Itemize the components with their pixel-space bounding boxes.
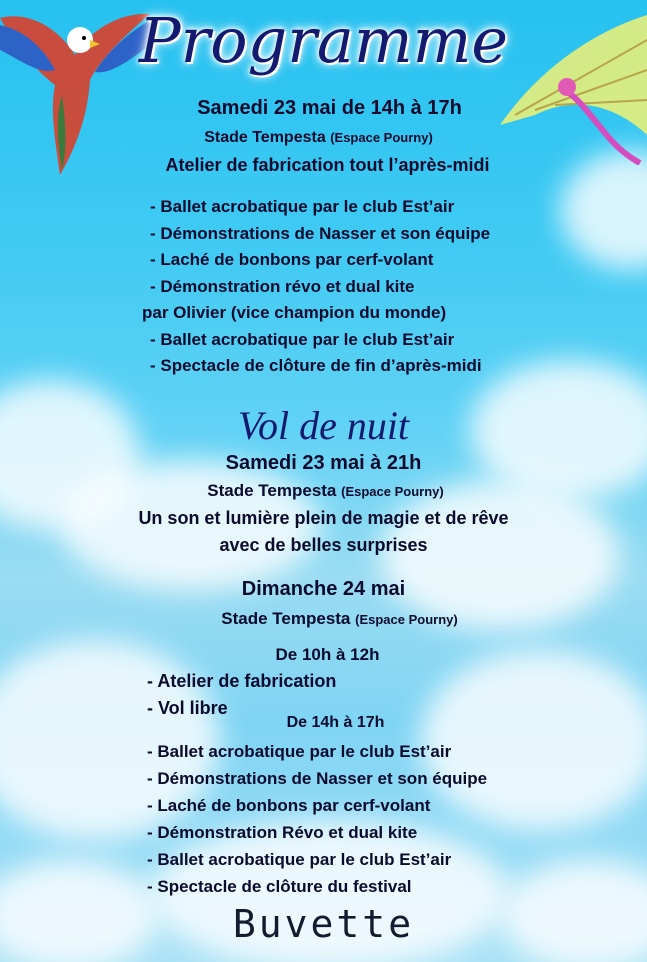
sunday-date: Dimanche 24 mai (241, 578, 406, 600)
list-item: - Laché de bonbons par cerf-volant (147, 796, 431, 815)
night-date: Samedi 23 mai à 21h (225, 452, 422, 474)
list-item: - Démonstrations de Nasser et son équipe (150, 223, 491, 243)
list-item: - Démonstration révo et dual kite (150, 276, 415, 296)
sunday-afternoon-time: De 14h à 17h (286, 714, 385, 731)
sunday-afternoon-list (147, 738, 487, 900)
night-description-1: Un son et lumière plein de magie et de rêve (138, 508, 509, 528)
list-item: par Olivier (vice champion du monde) (142, 303, 447, 322)
night-venue: Stade Tempesta (207, 481, 337, 500)
sunday-venue-line (16, 609, 647, 629)
buvette-footer: Buvette (232, 902, 415, 946)
saturday-venue-line (0, 129, 642, 147)
list-item: - Démonstration Révo et dual kite (147, 823, 418, 842)
list-item: - Ballet acrobatique par le club Est’air (147, 742, 452, 761)
saturday-activity-list (142, 194, 491, 380)
sunday-venue: Stade Tempesta (221, 609, 351, 628)
saturday-venue: Stade Tempesta (204, 129, 326, 146)
list-item: - Démonstrations de Nasser et son équipe (147, 769, 488, 788)
list-item: - Ballet acrobatique par le club Est’air (147, 850, 452, 869)
list-item: - Spectacle de clôture du festival (147, 877, 412, 896)
list-item: - Atelier de fabrication (147, 671, 337, 691)
saturday-date: Samedi 23 mai de 14h à 17h (197, 97, 462, 119)
night-venue-detail: (Espace Pourny) (341, 484, 444, 499)
night-title: Vol de nuit (237, 403, 410, 448)
night-venue-line (2, 481, 647, 501)
list-item: - Vol libre (147, 698, 228, 718)
list-item: - Laché de bonbons par cerf-volant (150, 250, 434, 269)
list-item: - Ballet acrobatique par le club Est’air (150, 329, 455, 349)
list-item: - Spectacle de clôture de fin d’après-midi (150, 356, 482, 375)
saturday-venue-detail: (Espace Pourny) (330, 130, 433, 145)
sunday-venue-detail: (Espace Pourny) (355, 612, 458, 627)
poster-title: Programme (138, 4, 509, 77)
list-item: - Ballet acrobatique par le club Est’air (150, 197, 455, 216)
sunday-morning-time: De 10h à 12h (275, 645, 380, 664)
saturday-workshop: Atelier de fabrication tout l’après-midi (165, 155, 490, 175)
night-description-2: avec de belles surprises (219, 535, 428, 555)
